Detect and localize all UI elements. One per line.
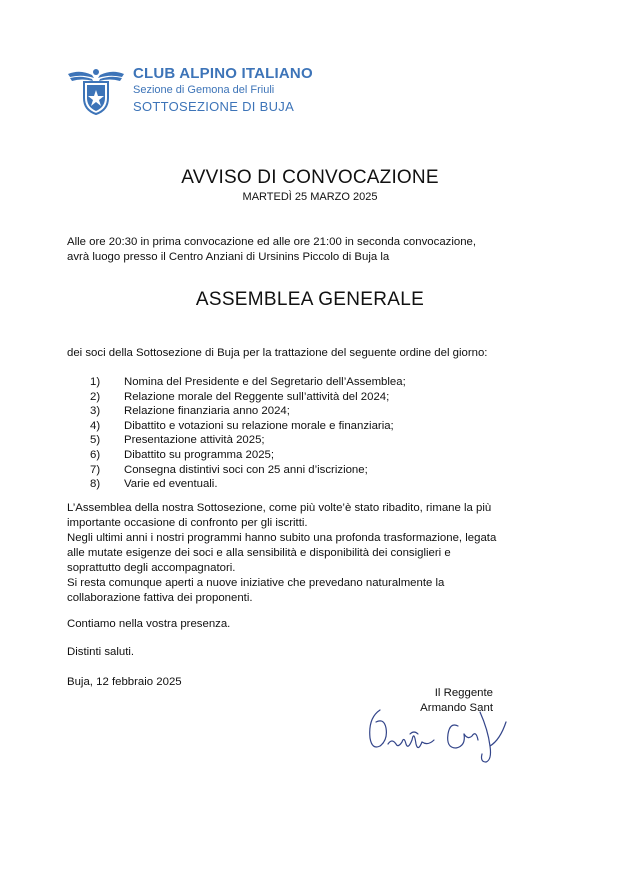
agenda-number: 7): [90, 463, 101, 476]
org-header: [133, 66, 313, 113]
signer-role: Il Reggente: [434, 687, 493, 699]
org-title: CLUB ALPINO ITALIANO: [133, 65, 313, 82]
agenda-list: [90, 375, 406, 492]
org-subsection: SOTTOSEZIONE DI BUJA: [133, 99, 295, 114]
body-paragraph: [67, 501, 547, 606]
agenda-item: [90, 433, 406, 448]
agenda-number: 8): [90, 478, 101, 491]
members-line: dei soci della Sottosezione di Buja per la trattazione del seguente ordine del giorno:: [67, 347, 488, 359]
notice-title: AVVISO DI CONVOCAZIONE: [181, 167, 439, 188]
assembly-title: ASSEMBLEA GENERALE: [195, 289, 425, 310]
body-line: importante occasione di confronto per gli iscritti.: [67, 517, 308, 529]
closing-line-1: Contiamo nella vostra presenza.: [67, 618, 231, 630]
agenda-number: 3): [90, 405, 101, 418]
agenda-text: Dibattito e votazioni su relazione morale e finanziaria;: [124, 419, 394, 432]
agenda-item: [90, 419, 406, 434]
cai-eagle-logo-icon: [66, 66, 126, 116]
closing-line-2: Distinti saluti.: [67, 646, 135, 658]
agenda-text: Dibattito su programma 2025;: [124, 448, 275, 461]
signer-name: Armando Sant: [420, 702, 493, 714]
body-line: alle mutate esigenze dei soci e alla sensibilità e disponibilità dei consiglieri e: [67, 547, 451, 559]
agenda-text: Relazione morale del Reggente sull’attività del 2024;: [124, 390, 390, 403]
org-section: Sezione di Gemona del Friuli: [133, 84, 275, 96]
agenda-text: Relazione finanziaria anno 2024;: [124, 405, 290, 418]
agenda-text: Presentazione attività 2025;: [124, 434, 265, 447]
intro-paragraph: [67, 235, 547, 265]
body-line: Negli ultimi anni i nostri programmi hanno subito una profonda trasformazione, legata: [67, 532, 497, 544]
body-line: soprattutto degli accompagnatori.: [67, 562, 236, 574]
place-date: Buja, 12 febbraio 2025: [67, 676, 182, 688]
intro-line-1: Alle ore 20:30 in prima convocazione ed alle ore 21:00 in seconda convocazione,: [67, 236, 477, 248]
agenda-text: Consegna distintivi soci con 25 anni d’iscrizione;: [124, 463, 368, 476]
agenda-number: 1): [90, 376, 101, 388]
agenda-number: 5): [90, 434, 101, 447]
agenda-number: 6): [90, 448, 101, 461]
agenda-number: 2): [90, 390, 101, 403]
handwritten-signature-icon: [362, 700, 522, 768]
intro-line-2: avrà luogo presso il Centro Anziani di Ursinins Piccolo di Buja la: [67, 251, 390, 263]
body-line: Si resta comunque aperti a nuove iniziative che prevedano naturalmente la: [67, 577, 445, 589]
agenda-text: Nomina del Presidente e del Segretario dell’Assemblea;: [124, 376, 406, 388]
agenda-item: [90, 463, 406, 478]
agenda-item: [90, 448, 406, 463]
body-line: collaborazione fattiva dei proponenti.: [67, 592, 253, 604]
agenda-item: [90, 390, 406, 405]
agenda-item: [90, 404, 406, 419]
agenda-text: Varie ed eventuali.: [124, 478, 218, 491]
agenda-number: 4): [90, 419, 101, 432]
agenda-item: [90, 477, 406, 492]
body-line: L’Assemblea della nostra Sottosezione, come più volte’è stato ribadito, rimane la più: [67, 502, 492, 514]
agenda-item: [90, 375, 406, 390]
notice-date: MARTEDÌ 25 MARZO 2025: [242, 191, 378, 203]
